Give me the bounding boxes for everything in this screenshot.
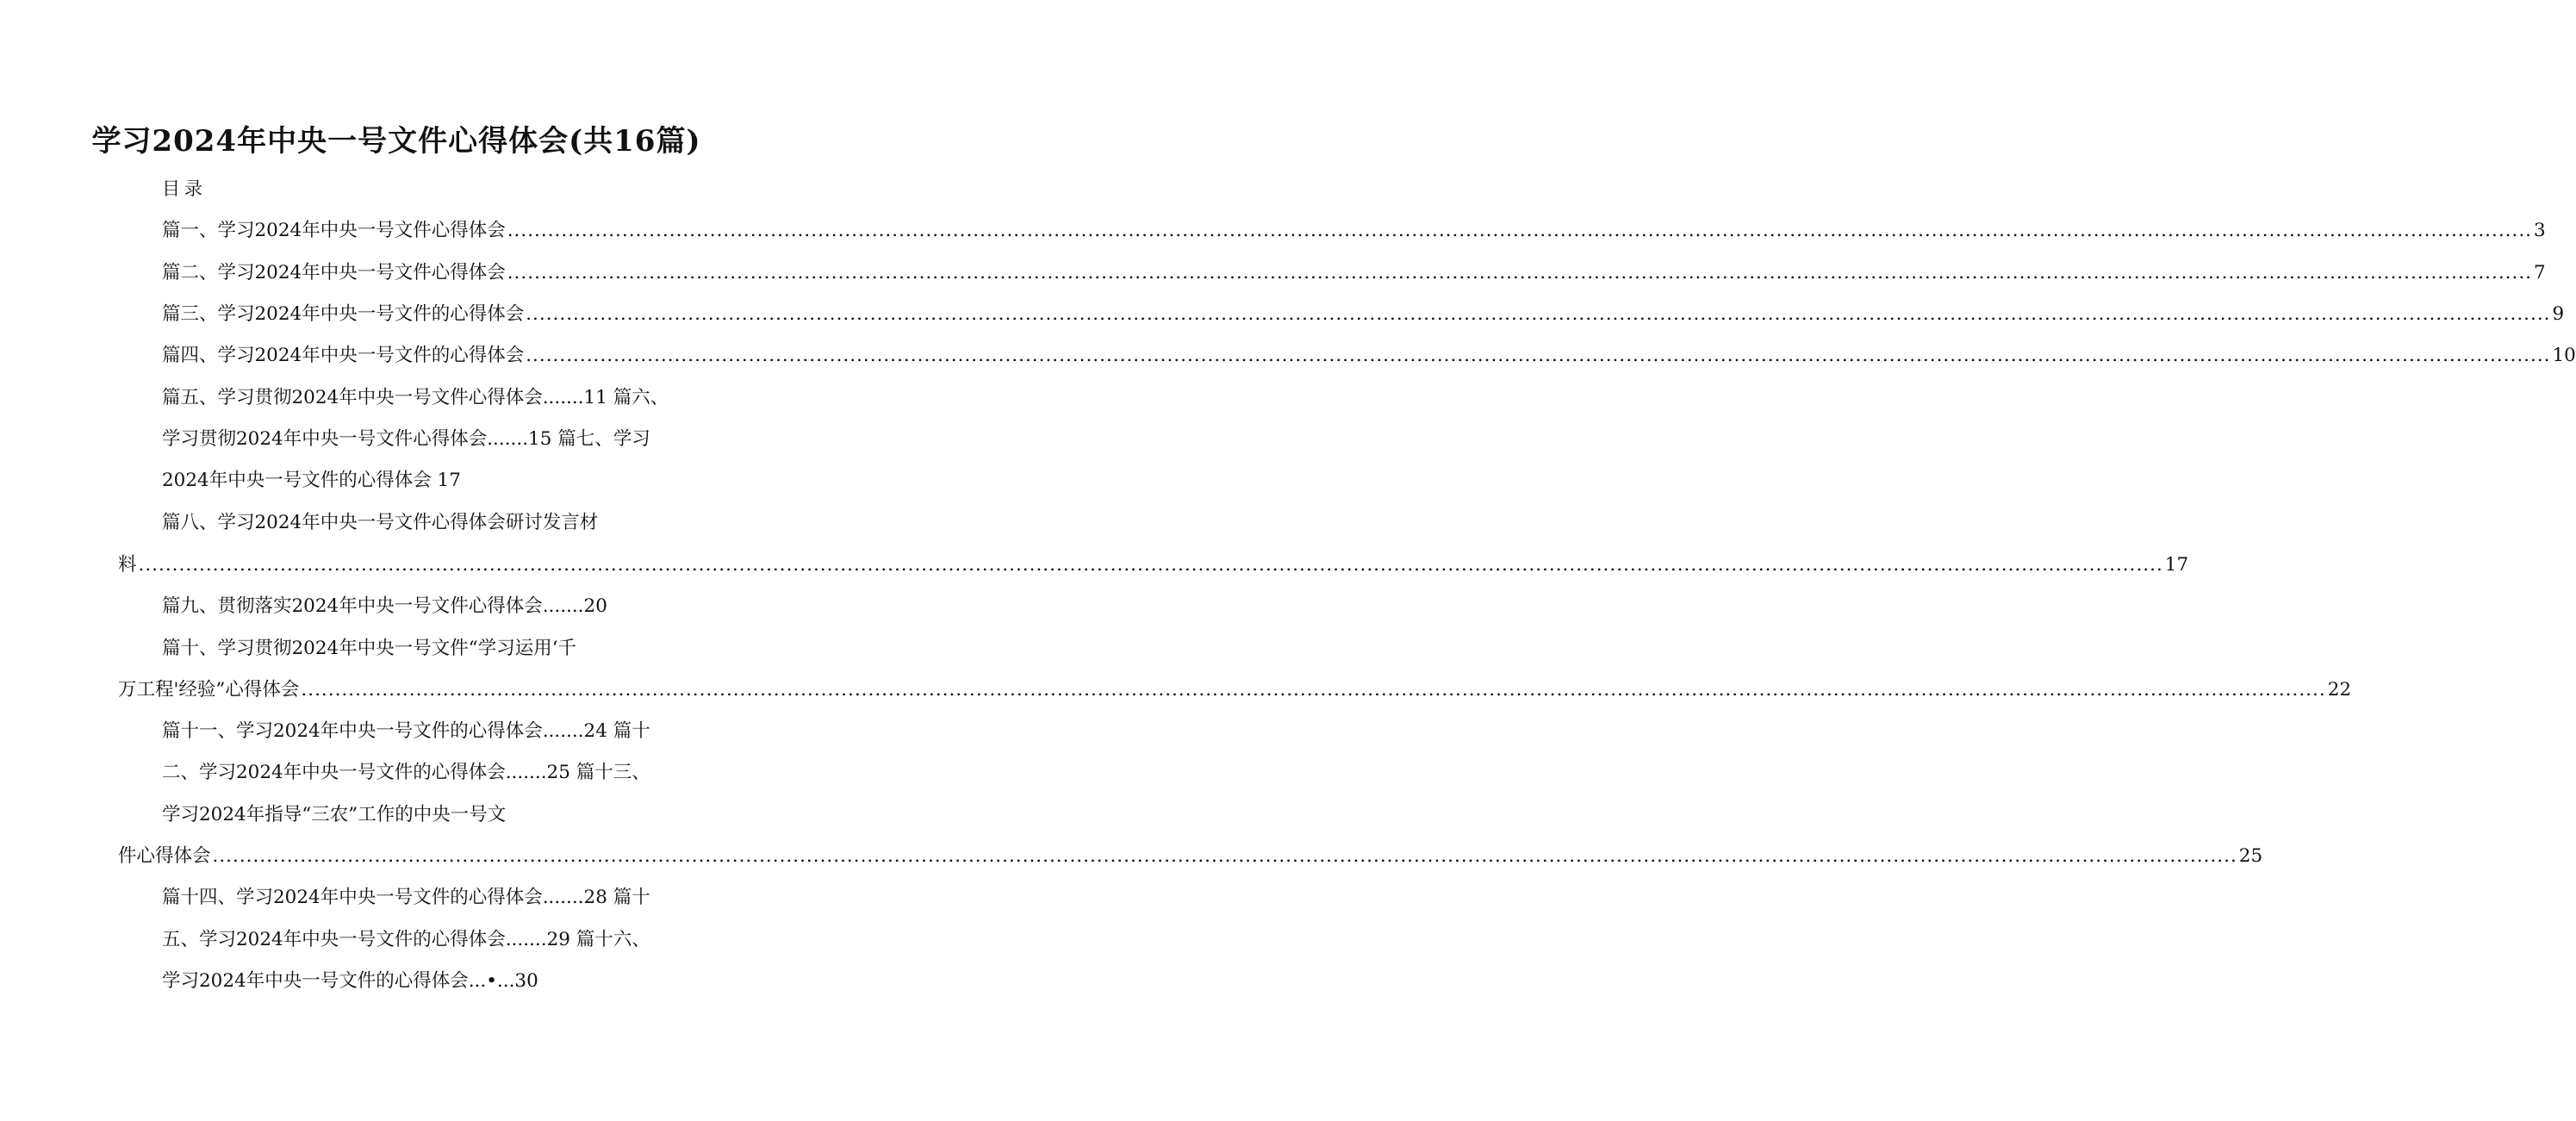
- toc-page-number: 3: [2534, 220, 2546, 241]
- toc-page-number: 22: [2327, 679, 2352, 701]
- toc-leader-dots: ............................................................................................................................................................................................................................................................................................................: [301, 679, 2326, 701]
- toc-leader-dots: ............................................................................................................................................................................................................................................................................................................: [526, 303, 2551, 325]
- toc-page-number: 7: [2534, 262, 2546, 283]
- toc-entry-16-line[interactable]: 学习2024年中央一号文件的心得体会...•...30: [162, 970, 538, 992]
- toc-entry-title: 篇一、学习2024年中央一号文件心得体会: [162, 220, 506, 241]
- toc-entry-1[interactable]: [162, 218, 2546, 244]
- toc-entry-5-line[interactable]: 篇五、学习贯彻2024年中央一号文件心得体会.......11 篇六、: [162, 387, 669, 408]
- toc-leader-dots: ............................................................................................................................................................................................................................................................................................................: [526, 345, 2551, 366]
- toc-leader-dots: ............................................................................................................................................................................................................................................................................................................: [507, 220, 2532, 241]
- toc-entry-title: 件心得体会: [118, 845, 211, 867]
- toc-page-number: 9: [2552, 303, 2565, 325]
- toc-entry-11-line[interactable]: 篇十一、学习2024年中央一号文件的心得体会.......24 篇十: [162, 720, 650, 742]
- toc-heading: 目录: [162, 178, 207, 199]
- toc-entry-2[interactable]: [162, 260, 2546, 286]
- toc-entry-10-continuation[interactable]: [118, 677, 2352, 703]
- toc-entry-8-line[interactable]: 篇八、学习2024年中央一号文件心得体会研讨发言材: [162, 512, 599, 533]
- toc-entry-12-line[interactable]: 二、学习2024年中央一号文件的心得体会.......25 篇十三、: [162, 762, 650, 783]
- toc-entry-4[interactable]: [162, 343, 2576, 369]
- toc-entry-10-line[interactable]: 篇十、学习贯彻2024年中央一号文件“学习运用‘千: [162, 638, 577, 659]
- document-title: 学习2024年中央一号文件心得体会(共16篇): [91, 124, 701, 159]
- toc-entry-3[interactable]: [162, 302, 2565, 327]
- toc-leader-dots: ............................................................................................................................................................................................................................................................................................................: [507, 262, 2532, 283]
- toc-entry-13-continuation[interactable]: [118, 844, 2263, 869]
- toc-entry-title: 篇三、学习2024年中央一号文件的心得体会: [162, 303, 525, 325]
- toc-entry-title: 万工程'经验”心得体会: [118, 679, 300, 701]
- toc-entry-14-line[interactable]: 篇十四、学习2024年中央一号文件的心得体会.......28 篇十: [162, 887, 650, 908]
- toc-entry-13-line[interactable]: 学习2024年指导“三农”工作的中央一号文: [162, 804, 507, 825]
- toc-entry-6-line[interactable]: 学习贯彻2024年中央一号文件心得体会.......15 篇七、学习: [162, 428, 650, 450]
- toc-page-number: 10: [2552, 345, 2576, 366]
- toc-entry-8-continuation[interactable]: [118, 552, 2189, 578]
- toc-leader-dots: ............................................................................................................................................................................................................................................................................................................: [212, 845, 2237, 867]
- toc-page-number: 17: [2164, 554, 2189, 576]
- toc-leader-dots: ............................................................................................................................................................................................................................................................................................................: [138, 554, 2163, 576]
- toc-page-number: 25: [2238, 845, 2263, 867]
- toc-entry-7-line[interactable]: 2024年中央一号文件的心得体会 17: [162, 470, 461, 491]
- toc-entry-15-line[interactable]: 五、学习2024年中央一号文件的心得体会.......29 篇十六、: [162, 929, 650, 950]
- toc-entry-title: 篇四、学习2024年中央一号文件的心得体会: [162, 345, 525, 366]
- toc-entry-9[interactable]: 篇九、贯彻落实2024年中央一号文件心得体会.......20: [162, 595, 607, 617]
- toc-entry-title: 料: [118, 554, 137, 576]
- toc-entry-title: 篇二、学习2024年中央一号文件心得体会: [162, 262, 506, 283]
